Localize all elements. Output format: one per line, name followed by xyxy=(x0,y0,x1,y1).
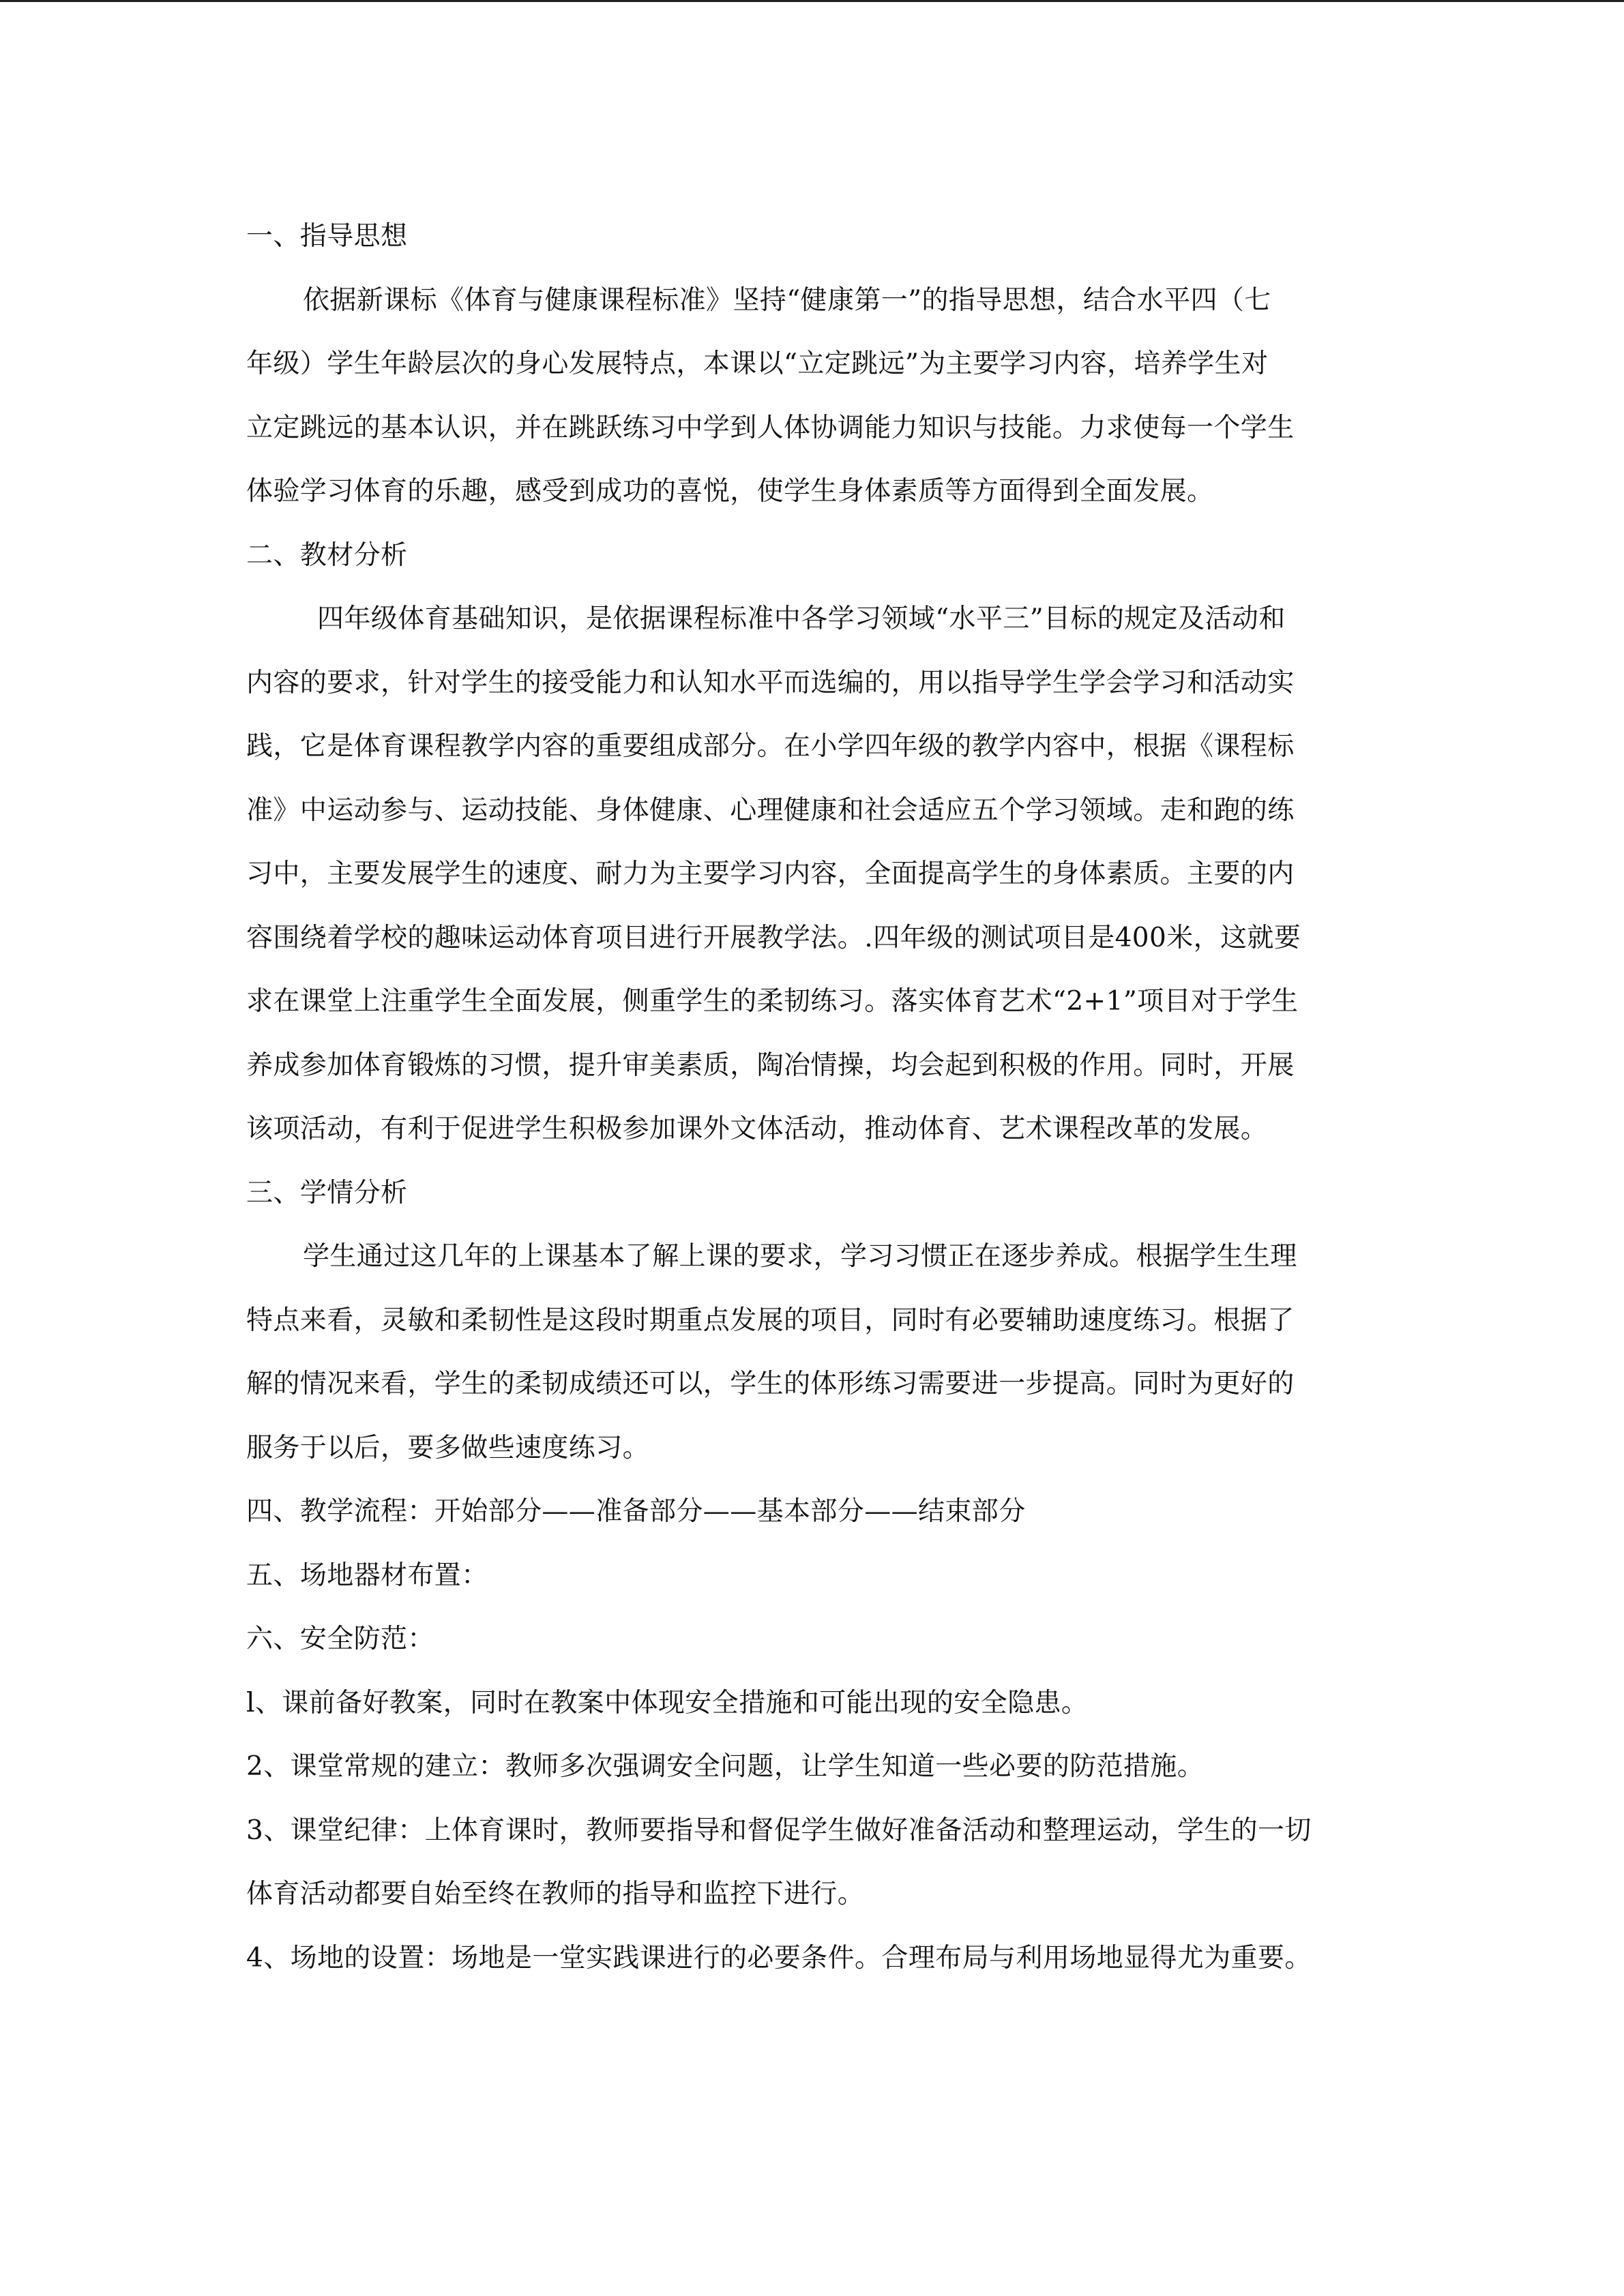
paragraph-line: 养成参加体育锻炼的习惯，提升审美素质，陶冶情操，均会起到积极的作用。同时，开展 xyxy=(246,1049,1295,1081)
paragraph-line: 依据新课标《体育与健康课程标准》坚持“健康第一”的指导思想，结合水平四（七 xyxy=(303,284,1271,316)
section-heading-safety: 六、安全防范： xyxy=(246,1624,434,1654)
paragraph-line: 准》中运动参与、运动技能、身体健康、心理健康和社会适应五个学习领域。走和跑的练 xyxy=(246,794,1295,826)
paragraph-line: 学生通过这几年的上课基本了解上课的要求，学习习惯正在逐步养成。根据学生生理 xyxy=(303,1241,1297,1272)
paragraph-line: 内容的要求，针对学生的接受能力和认知水平而选编的，用以指导学生学会学习和活动实 xyxy=(246,667,1295,698)
page-top-border xyxy=(0,0,1624,2)
paragraph-line: 解的情况来看，学生的柔韧成绩还可以，学生的体形练习需要进一步提高。同时为更好的 xyxy=(246,1369,1295,1399)
section-heading-material-analysis: 二、教材分析 xyxy=(246,539,408,571)
paragraph-line: 该项活动，有利于促进学生积极参加课外文体活动，推动体育、艺术课程改革的发展。 xyxy=(246,1114,1268,1144)
safety-list-item: 2、课堂常规的建立：教师多次强调安全问题，让学生知道一些必要的防范措施。 xyxy=(246,1751,1205,1782)
paragraph-line: 践，它是体育课程教学内容的重要组成部分。在小学四年级的教学内容中，根据《课程标 xyxy=(246,731,1295,762)
paragraph-line: 年级）学生年龄层次的身心发展特点，本课以“立定跳远”为主要学习内容，培养学生对 xyxy=(246,348,1269,379)
paragraph-line: 立定跳远的基本认识，并在跳跃练习中学到人体协调能力知识与技能。力求使每一个学生 xyxy=(246,412,1295,443)
paragraph-line: 服务于以后，要多做些速度练习。 xyxy=(246,1432,650,1463)
section-heading-student-analysis: 三、学情分析 xyxy=(246,1177,408,1208)
section-heading-guiding-thought: 一、指导思想 xyxy=(246,221,408,252)
document-body xyxy=(246,205,1378,1990)
section-heading-venue-equipment: 五、场地器材布置： xyxy=(246,1560,488,1591)
safety-list-item: l、课前备好教案，同时在教案中体现安全措施和可能出现的安全隐患。 xyxy=(246,1687,1089,1718)
paragraph-line: 特点来看，灵敏和柔韧性是这段时期重点发展的项目，同时有必要辅助速度练习。根据了 xyxy=(246,1304,1295,1336)
safety-list-item: 4、场地的设置：场地是一堂实践课进行的必要条件。合理布局与利用场地显得尤为重要。 xyxy=(246,1942,1312,1973)
safety-list-item: 3、课堂纪律：上体育课时，教师要指导和督促学生做好准备活动和整理运动，学生的一切 xyxy=(246,1815,1312,1846)
paragraph-line: 习中，主要发展学生的速度、耐力为主要学习内容，全面提高学生的身体素质。主要的内 xyxy=(246,859,1295,889)
safety-list-item-continuation: 体育活动都要自始至终在教师的指导和监控下进行。 xyxy=(246,1879,865,1909)
paragraph-line: 四年级体育基础知识，是依据课程标准中各学习领域“水平三”目标的规定及活动和 xyxy=(317,603,1286,634)
paragraph-line: 体验学习体育的乐趣，感受到成功的喜悦，使学生身体素质等方面得到全面发展。 xyxy=(246,476,1214,507)
paragraph-line: 求在课堂上注重学生全面发展，侧重学生的柔韧练习。落实体育艺术“2+1”项目对于学生 xyxy=(246,986,1299,1017)
section-heading-teaching-process: 四、教学流程：开始部分——准备部分——基本部分——结束部分 xyxy=(246,1496,1026,1527)
paragraph-line: 容围绕着学校的趣味运动体育项目进行开展教学法。.四年级的测试项目是400米，这就要 xyxy=(246,922,1301,953)
